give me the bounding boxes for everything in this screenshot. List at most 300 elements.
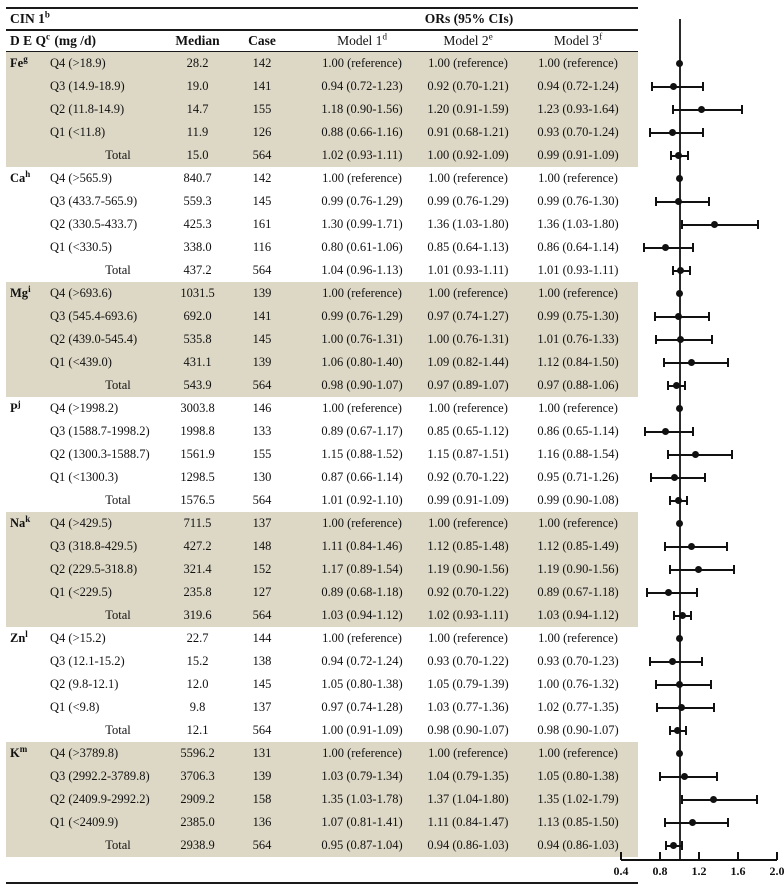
mineral-label: $P^j$ <box>10 398 21 415</box>
cell-model3: 1.00 (reference) <box>538 631 618 645</box>
cell-quartile: Total <box>105 723 131 737</box>
ci-line <box>668 454 732 456</box>
cell-model2: 0.85 (0.65-1.12) <box>427 424 509 438</box>
ci-cap-right <box>708 312 710 321</box>
cell-model3: 0.99 (0.76-1.30) <box>537 194 619 208</box>
cell-median: 12.0 <box>186 677 209 691</box>
cell-case: 161 <box>252 217 272 231</box>
column-header-deq: D E $Q^c$ (mg /d) <box>10 31 97 48</box>
cell-model3: 1.01 (0.76-1.33) <box>537 332 619 346</box>
cell-model1: 1.18 (0.90-1.56) <box>321 102 403 116</box>
cell-quartile: Q3 (2992.2-3789.8) <box>50 769 150 783</box>
ci-cap-right <box>692 427 694 436</box>
cell-model3: 0.94 (0.72-1.24) <box>537 79 619 93</box>
cell-model1: 1.00 (reference) <box>322 286 402 300</box>
table-row <box>6 466 638 489</box>
cell-model1: 1.03 (0.94-1.12) <box>321 608 403 622</box>
cell-median: 1576.5 <box>180 493 215 507</box>
cell-model2: 0.92 (0.70-1.22) <box>427 585 509 599</box>
cell-model2: 0.97 (0.89-1.07) <box>427 378 509 392</box>
table-row <box>6 397 638 420</box>
figure-title-text: CIN 1 <box>10 11 45 26</box>
ci-cap-right <box>716 772 718 781</box>
cell-quartile: Q3 (14.9-18.9) <box>50 79 125 93</box>
cell-quartile: Q1 (<330.5) <box>50 240 112 254</box>
ci-line <box>665 546 727 548</box>
cell-case: 131 <box>252 746 272 760</box>
cell-model2: 0.99 (0.91-1.09) <box>427 493 509 507</box>
mineral-label: $K^m$ <box>10 743 28 760</box>
ci-cap-left <box>669 496 671 505</box>
cell-model1: 0.89 (0.67-1.17) <box>321 424 403 438</box>
or-point <box>662 244 669 251</box>
cell-model2: 1.00 (reference) <box>428 631 508 645</box>
cell-quartile: Q2 (9.8-12.1) <box>50 677 119 691</box>
or-point <box>676 175 683 182</box>
ci-cap-right <box>727 358 729 367</box>
cell-model2: 0.98 (0.90-1.07) <box>427 723 509 737</box>
cell-case: 158 <box>252 792 272 806</box>
mineral-footnote-sup: h <box>25 168 31 179</box>
cell-model1: 1.01 (0.92-1.10) <box>321 493 403 507</box>
ci-cap-right <box>727 818 729 827</box>
ci-line <box>650 661 702 663</box>
table-row <box>6 420 638 443</box>
ci-line <box>665 822 728 824</box>
cell-model1: 1.00 (reference) <box>322 746 402 760</box>
ci-cap-right <box>689 266 691 275</box>
cell-model1: 1.02 (0.93-1.11) <box>321 148 403 162</box>
column-header-model2: Model 2e <box>443 31 493 48</box>
ci-cap-left <box>649 128 651 137</box>
table-row <box>6 75 638 98</box>
cell-case: 130 <box>252 470 272 484</box>
column-header-case: Case <box>248 33 276 48</box>
cell-model2: 1.00 (reference) <box>428 286 508 300</box>
ci-cap-right <box>704 473 706 482</box>
cell-model1: 1.00 (0.76-1.31) <box>321 332 403 346</box>
ci-cap-left <box>665 841 667 850</box>
or-point <box>677 336 684 343</box>
cell-model2: 1.04 (0.79-1.35) <box>427 769 509 783</box>
or-point <box>676 60 683 67</box>
ci-line <box>650 132 703 134</box>
ci-line <box>656 201 709 203</box>
cell-median: 559.3 <box>183 194 212 208</box>
or-point <box>678 704 685 711</box>
cell-model2: 1.05 (0.79-1.39) <box>427 677 509 691</box>
cell-median: 711.5 <box>183 516 212 530</box>
column-header-median: Median <box>175 33 220 48</box>
cell-median: 431.1 <box>183 355 212 369</box>
table-row <box>6 535 638 558</box>
ci-line <box>657 707 714 709</box>
cell-model2: 0.92 (0.70-1.22) <box>427 470 509 484</box>
cell-case: 564 <box>252 148 272 162</box>
cell-model2: 0.85 (0.64-1.13) <box>427 240 509 254</box>
or-point <box>692 451 699 458</box>
mineral-footnote-sup: j <box>17 398 21 409</box>
cell-model3: 0.93 (0.70-1.24) <box>537 125 619 139</box>
or-point <box>669 658 676 665</box>
cell-model3: 1.12 (0.85-1.49) <box>537 539 619 553</box>
cell-case: 155 <box>252 447 272 461</box>
ci-cap-left <box>643 243 645 252</box>
cell-model1: 1.00 (reference) <box>322 56 402 70</box>
cell-model3: 1.19 (0.90-1.56) <box>537 562 619 576</box>
mineral-footnote-sup: g <box>23 53 28 64</box>
cell-median: 1031.5 <box>180 286 215 300</box>
cell-quartile: Q4 (>1998.2) <box>50 401 119 415</box>
cell-model1: 1.00 (reference) <box>322 631 402 645</box>
or-point <box>676 290 683 297</box>
cell-quartile: Q1 (<229.5) <box>50 585 112 599</box>
axis-tick <box>737 852 739 860</box>
cell-model3: 1.01 (0.93-1.11) <box>537 263 619 277</box>
cell-median: 1561.9 <box>180 447 215 461</box>
ci-cap-right <box>681 841 683 850</box>
cell-model2: 0.91 (0.68-1.21) <box>427 125 509 139</box>
axis-tick-label: 2.0 <box>769 864 784 878</box>
cell-quartile: Total <box>105 263 131 277</box>
cell-model1: 0.94 (0.72-1.24) <box>321 654 403 668</box>
mineral-label: Zn$^l$ <box>10 628 28 645</box>
cell-quartile: Total <box>105 608 131 622</box>
ci-cap-right <box>733 565 735 574</box>
cell-quartile: Total <box>105 378 131 392</box>
axis-tick <box>776 852 778 860</box>
or-point <box>676 520 683 527</box>
cell-median: 2938.9 <box>180 838 215 852</box>
ci-cap-left <box>667 381 669 390</box>
cell-median: 5596.2 <box>180 746 215 760</box>
cell-model1: 1.07 (0.81-1.41) <box>321 815 403 829</box>
ci-cap-right <box>731 450 733 459</box>
ci-cap-left <box>650 473 652 482</box>
cell-model3: 1.00 (reference) <box>538 516 618 530</box>
ci-cap-right <box>696 588 698 597</box>
cell-case: 148 <box>252 539 272 553</box>
or-point <box>710 796 717 803</box>
cell-median: 3706.3 <box>180 769 215 783</box>
table-row <box>6 305 638 328</box>
cell-model3: 1.00 (0.76-1.32) <box>537 677 619 691</box>
table-row <box>6 443 638 466</box>
ci-cap-left <box>681 220 683 229</box>
cell-model1: 1.00 (reference) <box>322 171 402 185</box>
cell-model1: 0.88 (0.66-1.16) <box>321 125 403 139</box>
cell-model2: 1.09 (0.82-1.44) <box>427 355 509 369</box>
cell-model2: 1.12 (0.85-1.48) <box>427 539 509 553</box>
ci-line <box>670 569 734 571</box>
or-point <box>674 727 681 734</box>
cell-quartile: Q1 (<439.0) <box>50 355 112 369</box>
cell-case: 141 <box>252 309 272 323</box>
cell-model3: 1.00 (reference) <box>538 171 618 185</box>
or-point <box>688 543 695 550</box>
cell-model3: 1.00 (reference) <box>538 56 618 70</box>
or-point <box>711 221 718 228</box>
or-point <box>688 359 695 366</box>
cell-model2: 1.03 (0.77-1.36) <box>427 700 509 714</box>
cell-case: 142 <box>252 171 272 185</box>
ci-cap-left <box>646 588 648 597</box>
cell-model3: 1.35 (1.02-1.79) <box>537 792 619 806</box>
cell-median: 1298.5 <box>180 470 215 484</box>
cell-model3: 1.05 (0.80-1.38) <box>537 769 619 783</box>
ci-cap-left <box>649 657 651 666</box>
cell-model3: 1.02 (0.77-1.35) <box>537 700 619 714</box>
table-row <box>6 696 638 719</box>
ci-cap-left <box>672 105 674 114</box>
or-point <box>695 566 702 573</box>
cell-model3: 1.03 (0.94-1.12) <box>537 608 619 622</box>
ci-cap-right <box>757 220 759 229</box>
cell-case: 144 <box>252 631 272 645</box>
ci-cap-right <box>702 82 704 91</box>
cell-case: 145 <box>252 194 272 208</box>
ci-cap-right <box>687 151 689 160</box>
ci-cap-right <box>692 243 694 252</box>
ci-cap-left <box>670 151 672 160</box>
cell-model3: 1.23 (0.93-1.64) <box>537 102 619 116</box>
table-row <box>6 512 638 535</box>
cell-case: 146 <box>252 401 272 415</box>
ci-cap-right <box>711 335 713 344</box>
ci-line <box>660 776 717 778</box>
ci-cap-right <box>756 795 758 804</box>
cell-case: 564 <box>252 263 272 277</box>
cell-median: 14.7 <box>186 102 209 116</box>
cell-median: 19.0 <box>186 79 209 93</box>
figure-title-sup: b <box>44 9 50 20</box>
ci-cap-left <box>655 680 657 689</box>
cell-case: 116 <box>252 240 272 254</box>
cell-case: 145 <box>252 332 272 346</box>
cell-model3: 0.94 (0.86-1.03) <box>537 838 619 852</box>
cell-model2: 1.11 (0.84-1.47) <box>427 815 509 829</box>
cell-median: 319.6 <box>183 608 212 622</box>
cell-model2: 1.37 (1.04-1.80) <box>427 792 509 806</box>
ci-cap-right <box>713 703 715 712</box>
table-row <box>6 788 638 811</box>
ci-cap-left <box>667 450 669 459</box>
or-point <box>675 152 682 159</box>
or-point <box>677 267 684 274</box>
cell-case: 138 <box>252 654 272 668</box>
ci-cap-right <box>701 657 703 666</box>
cell-case: 137 <box>252 700 272 714</box>
cell-model1: 1.03 (0.79-1.34) <box>321 769 403 783</box>
ci-line <box>652 86 703 88</box>
ors-header <box>300 8 638 30</box>
cell-model2: 0.94 (0.86-1.03) <box>427 838 509 852</box>
table-row <box>6 328 638 351</box>
table-row <box>6 98 638 121</box>
cell-model3: 1.12 (0.84-1.50) <box>537 355 619 369</box>
cell-quartile: Q4 (>429.5) <box>50 516 112 530</box>
cell-model3: 0.97 (0.88-1.06) <box>537 378 619 392</box>
table-row <box>6 650 638 673</box>
cell-model3: 0.86 (0.65-1.14) <box>537 424 619 438</box>
cell-model1: 1.00 (reference) <box>322 516 402 530</box>
or-point <box>676 681 683 688</box>
cell-quartile: Q4 (>3789.8) <box>50 746 119 760</box>
or-point <box>670 83 677 90</box>
cell-model3: 0.98 (0.90-1.07) <box>537 723 619 737</box>
cell-model1: 1.00 (reference) <box>322 401 402 415</box>
axis-tick-label: 0.8 <box>652 864 668 878</box>
cell-case: 155 <box>252 102 272 116</box>
ci-cap-left <box>656 703 658 712</box>
cell-model2: 1.02 (0.93-1.11) <box>427 608 509 622</box>
ci-line <box>645 431 693 433</box>
cell-median: 2909.2 <box>180 792 215 806</box>
mineral-label: Na$^k$ <box>10 513 31 530</box>
cell-model2: 0.92 (0.70-1.21) <box>427 79 509 93</box>
cell-model3: 0.99 (0.75-1.30) <box>537 309 619 323</box>
cell-case: 136 <box>252 815 272 829</box>
cell-model3: 1.00 (reference) <box>538 401 618 415</box>
ci-cap-left <box>655 335 657 344</box>
ors-header-text: ORs (95% CIs) <box>424 11 514 26</box>
cell-model1: 1.06 (0.80-1.40) <box>321 355 403 369</box>
cell-median: 427.2 <box>183 539 212 553</box>
cell-model2: 1.01 (0.93-1.11) <box>427 263 509 277</box>
cell-median: 840.7 <box>183 171 212 185</box>
cell-model1: 1.11 (0.84-1.46) <box>321 539 403 553</box>
cell-model2: 1.36 (1.03-1.80) <box>427 217 509 231</box>
cell-case: 141 <box>252 79 272 93</box>
cell-case: 139 <box>252 769 272 783</box>
cell-case: 564 <box>252 378 272 392</box>
table-row <box>6 489 638 512</box>
ci-cap-left <box>644 427 646 436</box>
cell-model1: 1.00 (0.91-1.09) <box>321 723 403 737</box>
table-row <box>6 742 638 765</box>
cell-quartile: Q3 (1588.7-1998.2) <box>50 424 150 438</box>
cell-quartile: Total <box>105 838 131 852</box>
cell-quartile: Q2 (229.5-318.8) <box>50 562 138 576</box>
cell-model2: 1.00 (reference) <box>428 401 508 415</box>
cell-median: 15.0 <box>186 148 209 162</box>
axis-tick <box>659 852 661 860</box>
cell-model1: 0.99 (0.76-1.29) <box>321 194 403 208</box>
ci-line <box>656 684 711 686</box>
cell-median: 437.2 <box>183 263 212 277</box>
cell-model2: 1.00 (0.76-1.31) <box>427 332 509 346</box>
or-point <box>676 750 683 757</box>
or-point <box>669 129 676 136</box>
ci-cap-right <box>710 680 712 689</box>
axis-tick-label: 1.6 <box>730 864 746 878</box>
or-point <box>679 612 686 619</box>
or-point <box>676 635 683 642</box>
mineral-label: Ca$^h$ <box>10 168 31 185</box>
table-row <box>6 282 638 305</box>
cell-case: 564 <box>252 723 272 737</box>
cell-model1: 0.95 (0.87-1.04) <box>321 838 403 852</box>
cell-quartile: Q1 (<2409.9) <box>50 815 119 829</box>
table-row <box>6 52 638 75</box>
table-row <box>6 558 638 581</box>
or-point <box>675 313 682 320</box>
cell-model1: 0.99 (0.76-1.29) <box>321 309 403 323</box>
cell-quartile: Q2 (330.5-433.7) <box>50 217 138 231</box>
cell-model2: 0.97 (0.74-1.27) <box>427 309 509 323</box>
table-row <box>6 190 638 213</box>
cell-model3: 0.93 (0.70-1.23) <box>537 654 619 668</box>
or-point <box>676 405 683 412</box>
ci-line <box>673 109 742 111</box>
cell-quartile: Total <box>105 493 131 507</box>
ci-cap-left <box>663 358 665 367</box>
or-point <box>675 198 682 205</box>
cell-model1: 0.98 (0.90-1.07) <box>321 378 403 392</box>
cell-quartile: Q4 (>15.2) <box>50 631 106 645</box>
table-row <box>6 351 638 374</box>
cell-case: 139 <box>252 286 272 300</box>
cell-model3: 1.13 (0.85-1.50) <box>537 815 619 829</box>
cell-quartile: Q1 (<9.8) <box>50 700 100 714</box>
cell-model1: 1.17 (0.89-1.54) <box>321 562 403 576</box>
ci-cap-left <box>664 542 666 551</box>
axis-tick-label: 1.2 <box>691 864 707 878</box>
ci-cap-right <box>686 496 688 505</box>
or-point <box>662 428 669 435</box>
ci-cap-right <box>685 726 687 735</box>
ci-cap-left <box>654 312 656 321</box>
cell-median: 535.8 <box>183 332 212 346</box>
cell-case: 145 <box>252 677 272 691</box>
mineral-footnote-sup: m <box>19 743 28 754</box>
cell-median: 9.8 <box>189 700 206 714</box>
cell-model3: 0.86 (0.64-1.14) <box>537 240 619 254</box>
cell-median: 543.9 <box>183 378 212 392</box>
ci-line <box>682 224 757 226</box>
ci-cap-right <box>702 128 704 137</box>
cell-model2: 1.19 (0.90-1.56) <box>427 562 509 576</box>
cell-model1: 0.94 (0.72-1.23) <box>321 79 403 93</box>
mineral-footnote-sup: l <box>25 628 28 639</box>
ci-cap-right <box>741 105 743 114</box>
ci-line <box>647 592 697 594</box>
ci-cap-right <box>690 611 692 620</box>
cell-quartile: Q4 (>693.6) <box>50 286 112 300</box>
table-row <box>6 765 638 788</box>
table-row <box>6 834 638 857</box>
ci-cap-right <box>726 542 728 551</box>
cell-case: 564 <box>252 608 272 622</box>
cell-model1: 1.04 (0.96-1.13) <box>321 263 403 277</box>
ci-cap-left <box>655 197 657 206</box>
cell-quartile: Q2 (439.0-545.4) <box>50 332 138 346</box>
or-point <box>671 474 678 481</box>
or-point <box>665 589 672 596</box>
ci-cap-left <box>659 772 661 781</box>
cell-model1: 0.89 (0.68-1.18) <box>321 585 403 599</box>
or-point <box>698 106 705 113</box>
cell-case: 133 <box>252 424 272 438</box>
cell-case: 137 <box>252 516 272 530</box>
cell-model1: 0.80 (0.61-1.06) <box>321 240 403 254</box>
rule-bottom <box>6 882 638 884</box>
table-row <box>6 719 638 742</box>
mineral-label: Mg$^i$ <box>10 283 31 300</box>
cell-case: 126 <box>252 125 272 139</box>
figure-title <box>10 8 50 30</box>
cell-quartile: Q4 (>565.9) <box>50 171 112 185</box>
